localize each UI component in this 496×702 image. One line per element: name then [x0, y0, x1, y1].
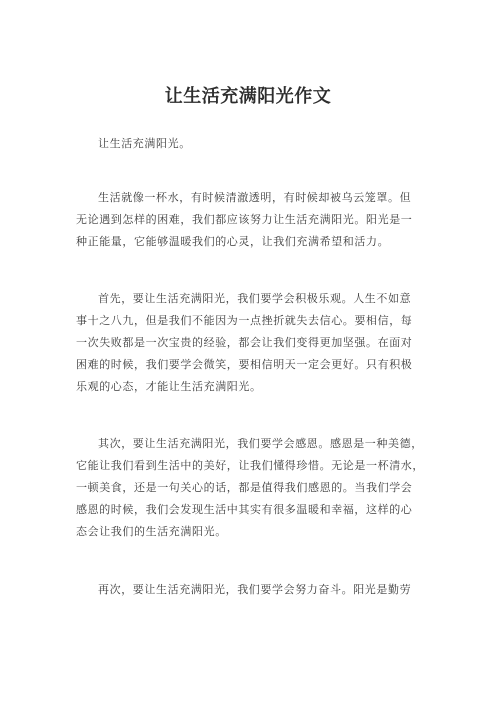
paragraph-2 — [76, 187, 436, 253]
paragraph-1 — [76, 133, 436, 155]
paragraph-5 — [76, 579, 436, 601]
paragraph-line: 让生活充满阳光。 — [98, 137, 191, 150]
paragraph-line: 它能让我们看到生活中的美好，让我们懂得珍惜。无论是一杯清水， — [76, 459, 424, 472]
paragraph-line: 其次，要让生活充满阳光，我们要学会感恩。感恩是一种美德， — [98, 437, 423, 450]
paragraph-line: 困难的时候，我们要学会微笑，要相信明天一定会更好。只有积极 — [76, 358, 413, 371]
paragraph-line: 再次，要让生活充满阳光，我们要学会努力奋斗。阳光是勤劳 — [98, 583, 412, 596]
paragraph-line: 感恩的时候，我们会发现生活中其实有很多温暖和幸福，这样的心 — [76, 503, 413, 516]
paragraph-line: 生活就像一杯水，有时候清澈透明，有时候却被乌云笼罩。但 — [98, 191, 412, 204]
paragraph-4 — [76, 433, 436, 543]
paragraph-line: 无论遇到怎样的困难，我们都应该努力让生活充满阳光。阳光是一 — [76, 213, 413, 226]
paragraph-line: 一次失败都是一次宝贵的经验，都会让我们变得更加坚强。在面对 — [76, 336, 413, 349]
paragraph-line: 一顿美食，还是一句关心的话，都是值得我们感恩的。当我们学会 — [76, 481, 413, 494]
paragraph-3 — [76, 288, 436, 398]
paragraph-line: 首先，要让生活充满阳光，我们要学会积极乐观。人生不如意 — [98, 292, 412, 305]
document-title: 让生活充满阳光作文 — [164, 86, 332, 107]
paragraph-line: 态会让我们的生活充满阳光。 — [76, 525, 227, 538]
paragraph-line: 种正能量，它能够温暖我们的心灵，让我们充满希望和活力。 — [76, 235, 390, 248]
paragraph-line: 事十之八九，但是我们不能因为一点挫折就失去信心。要相信，每 — [76, 314, 413, 327]
paragraph-line: 乐观的心态，才能让生活充满阳光。 — [76, 380, 262, 393]
